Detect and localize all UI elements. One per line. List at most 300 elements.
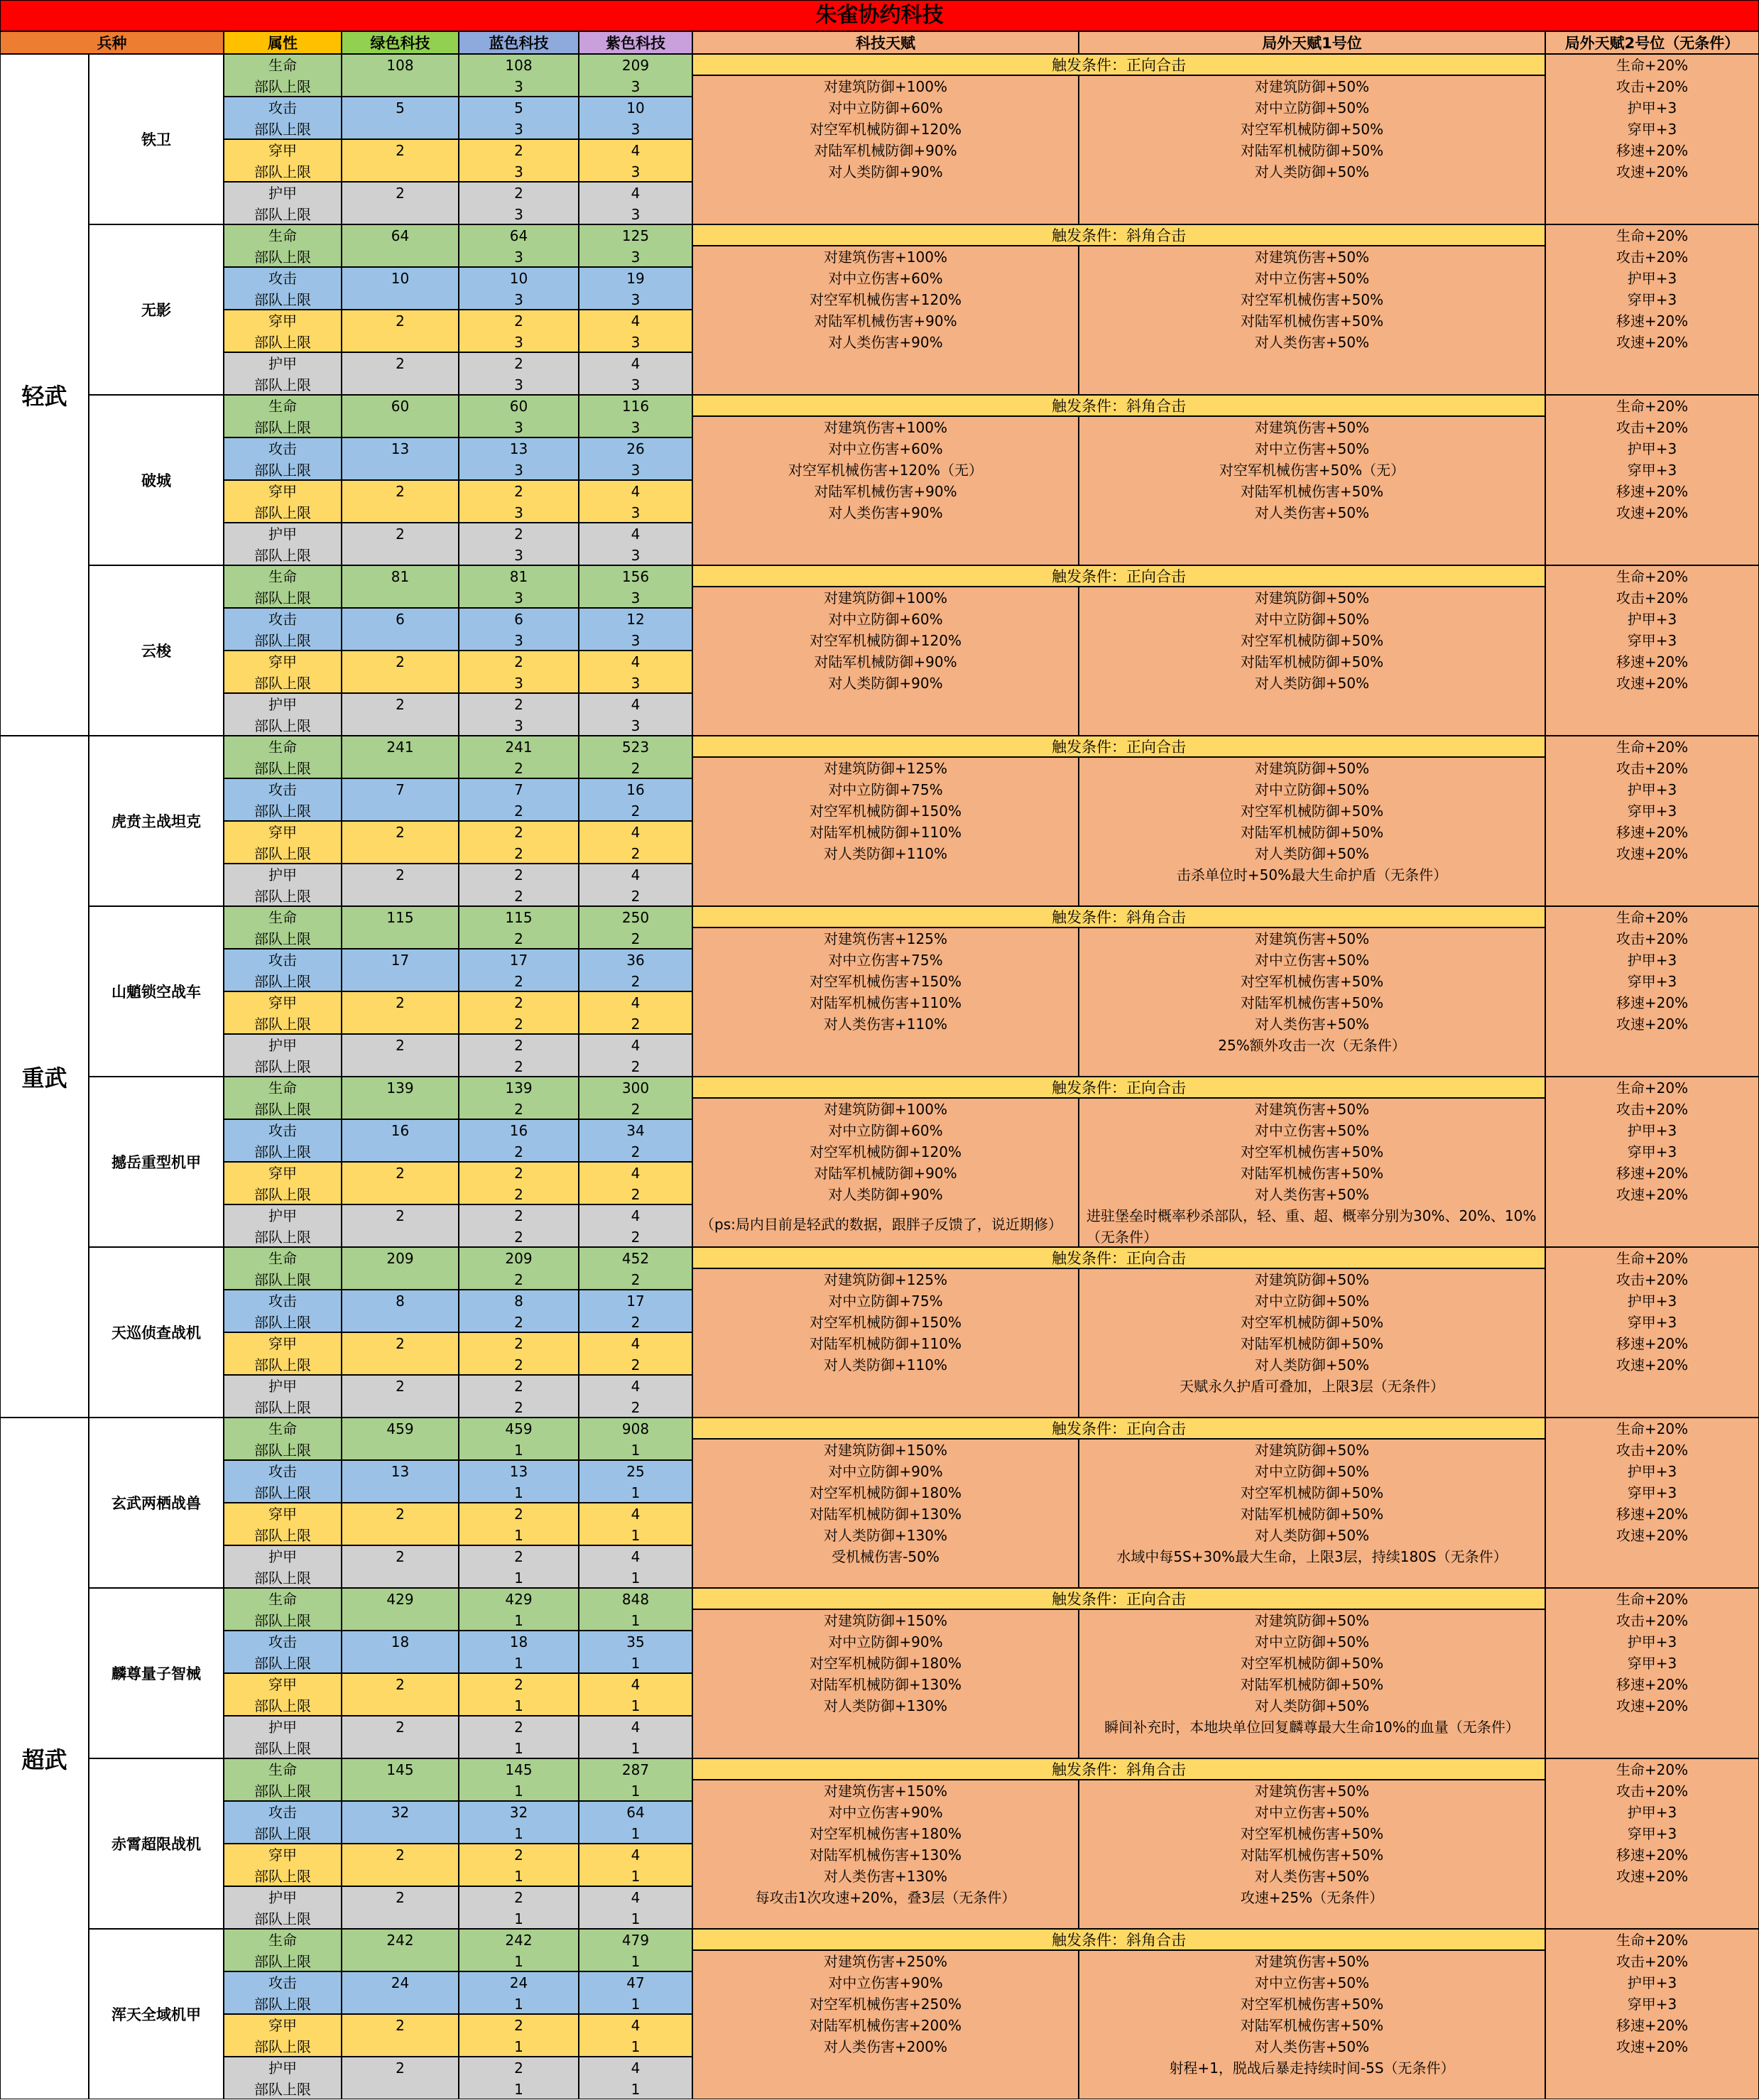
attribute-cell [224,1375,342,1418]
attribute-cell [224,651,342,693]
stat-label: 穿甲 [268,142,297,159]
green-tech-value [342,1119,459,1162]
blue-tech-value [459,1673,579,1716]
outer-talent-2-cell [1545,1929,1759,2099]
tech-talent-cell [692,1950,1079,2099]
tech-talent-cell [692,1609,1079,1758]
blue-tech-value [459,1204,579,1247]
outer2-line: 穿甲+3 [1627,1484,1677,1501]
stat-label: 部队上限 [254,462,311,479]
tech-talent-cell [692,757,1079,906]
green-tech-value: 2 [396,1378,405,1395]
outer2-line: 攻击+20% [1616,419,1689,436]
outer1-line: 对空军机械伤害+50% [1240,1143,1384,1160]
talent-line: 对人类防御+90% [828,675,943,692]
trigger-condition: 触发条件：正向合击 [692,1247,1545,1268]
outer1-line: 对空军机械防御+50% [1240,1655,1384,1672]
attribute-cell [224,1588,342,1631]
stat-label: 攻击 [268,1463,297,1480]
outer-talent-1-cell [1079,587,1545,736]
stat-label: 部队上限 [254,845,311,862]
outer2-line: 移速+20% [1616,1676,1689,1693]
green-tech-value: 2 [396,526,405,543]
purple-tech-value: 4 [631,312,641,330]
outer1-line: 击杀单位时+50%最大生命护盾（无条件） [1176,866,1448,883]
stat-label: 部队上限 [254,1101,311,1118]
talent-line: 每攻击1次攻速+20%，叠3层（无条件） [755,1889,1016,1906]
stat-label: 穿甲 [268,2017,297,2034]
blue-tech-value [459,608,579,651]
purple-tech-value: 1 [631,1442,641,1459]
purple-tech-value: 848 [621,1591,650,1608]
blue-tech-value: 1 [514,1697,523,1714]
blue-tech-value [459,565,579,608]
trigger-condition: 触发条件：正向合击 [692,1588,1545,1609]
outer-talent-2-cell [1545,54,1759,224]
blue-tech-value: 17 [509,952,528,969]
blue-tech-value: 3 [514,589,523,606]
outer1-line: 对人类防御+50% [1254,163,1370,180]
blue-tech-value [459,2014,579,2057]
stat-label: 生命 [268,1420,297,1437]
green-tech-value: 13 [391,440,410,457]
blue-tech-value: 32 [509,1804,528,1821]
outer2-line: 穿甲+3 [1627,462,1677,479]
outer2-line: 攻速+20% [1616,1186,1689,1203]
blue-tech-value: 2 [514,2060,523,2077]
purple-tech-value [579,2057,692,2099]
purple-tech-value: 2 [631,1143,641,1160]
unit-name: 铁卫 [89,54,224,224]
stat-label: 部队上限 [254,291,311,308]
outer1-line: 对中立伤害+50% [1254,1974,1370,1991]
green-tech-value: 209 [386,1250,414,1267]
blue-tech-value [459,1886,579,1929]
outer2-line: 攻击+20% [1616,1101,1689,1118]
talent-line: 对建筑伤害+100% [824,249,947,266]
purple-tech-value [579,1162,692,1204]
outer1-line: 对空军机械防御+50% [1240,121,1384,138]
blue-tech-value [459,1162,579,1204]
purple-tech-value: 2 [631,1016,641,1033]
stat-label: 攻击 [268,99,297,116]
outer1-line: 对建筑防御+50% [1254,1442,1370,1459]
outer2-line: 攻击+20% [1616,589,1689,606]
stat-label: 穿甲 [268,1506,297,1523]
outer2-line: 攻速+20% [1616,1016,1689,1033]
stat-label: 护甲 [268,526,297,543]
purple-tech-value: 17 [626,1293,645,1310]
talent-line: 受机械伤害-50% [832,1548,940,1565]
attribute-cell [224,1673,342,1716]
green-tech-value: 2 [396,1889,405,1906]
blue-tech-value [459,1929,579,1971]
outer2-line: 护甲+3 [1627,1463,1677,1480]
talent-line: 对中立伤害+60% [828,270,943,287]
stat-label: 部队上限 [254,1868,311,1885]
green-tech-value: 2 [396,2060,405,2077]
stat-label: 护甲 [268,1889,297,1906]
talent-line: 对建筑伤害+250% [824,1953,947,1970]
green-tech-value: 5 [396,99,405,116]
purple-tech-value: 1 [631,1868,641,1885]
outer2-line: 生命+20% [1616,227,1689,244]
category-cell: 超武 [0,1418,89,2099]
blue-tech-value: 1 [514,1655,523,1672]
talent-line: 对建筑防御+100% [824,78,947,95]
outer2-line: 攻击+20% [1616,78,1689,95]
attribute-cell [224,1971,342,2014]
purple-tech-value: 1 [631,1783,641,1800]
purple-tech-value [579,437,692,480]
purple-tech-value: 3 [631,206,641,223]
purple-tech-value [579,1034,692,1077]
stat-label: 穿甲 [268,1846,297,1864]
outer2-line: 生命+20% [1616,1079,1689,1097]
stat-label: 部队上限 [254,419,311,436]
stat-label: 部队上限 [254,504,311,521]
stat-label: 部队上限 [254,632,311,649]
purple-tech-value [579,1758,692,1801]
purple-tech-value: 10 [626,99,645,116]
purple-tech-value [579,2014,692,2057]
purple-tech-value [579,1631,692,1673]
blue-tech-value [459,2057,579,2099]
stat-label: 部队上限 [254,589,311,606]
blue-tech-value: 10 [509,270,528,287]
stat-label: 护甲 [268,1378,297,1395]
blue-tech-value [459,267,579,310]
outer-talent-1-cell [1079,1609,1545,1758]
purple-tech-value [579,1588,692,1631]
tech-talent-cell [692,927,1079,1077]
purple-tech-value [579,1418,692,1460]
header-cell: 局外天赋1号位 [1079,31,1545,54]
outer1-line: 对空军机械防御+50% [1240,632,1384,649]
green-tech-value: 2 [396,1165,405,1182]
talent-line: 对陆军机械防御+90% [814,1165,957,1182]
attribute-cell [224,906,342,949]
blue-tech-value [459,1247,579,1290]
blue-tech-value [459,693,579,736]
stat-label: 部队上限 [254,760,311,777]
stat-label: 攻击 [268,1804,297,1821]
purple-tech-value: 2 [631,803,641,820]
blue-tech-value [459,1758,579,1801]
purple-tech-value: 156 [621,568,650,585]
green-tech-value: 7 [396,781,405,798]
outer1-line: 25%额外攻击一次（无条件） [1218,1037,1406,1054]
stat-label: 攻击 [268,611,297,628]
blue-tech-value: 2 [514,653,523,670]
green-tech-value: 2 [396,142,405,159]
attribute-cell [224,1929,342,1971]
stat-label: 部队上限 [254,1399,311,1416]
outer1-line: 对建筑伤害+50% [1254,1101,1370,1118]
talent-line: 对陆军机械伤害+130% [810,1846,962,1864]
outer2-line: 生命+20% [1616,1250,1689,1267]
outer-talent-1-cell [1079,757,1545,906]
green-tech-value: 2 [396,2017,405,2034]
stat-label: 生命 [268,57,297,74]
purple-tech-value: 116 [621,398,650,415]
green-tech-value [342,395,459,437]
outer1-line: 对中立防御+50% [1254,1293,1370,1310]
talent-line: 对中立伤害+90% [828,1804,943,1821]
blue-tech-value: 1 [514,1484,523,1501]
outer2-line: 护甲+3 [1627,1804,1677,1821]
green-tech-value [342,693,459,736]
purple-tech-value [579,608,692,651]
purple-tech-value [579,1503,692,1545]
attribute-cell [224,480,342,523]
outer2-line: 护甲+3 [1627,270,1677,287]
trigger-condition: 触发条件：正向合击 [692,54,1545,75]
blue-tech-value [459,906,579,949]
purple-tech-value [579,906,692,949]
blue-tech-value [459,310,579,352]
purple-tech-value: 2 [631,888,641,905]
outer1-line: 对陆军机械防御+50% [1240,653,1384,670]
attribute-cell [224,1418,342,1460]
category-cell: 轻武 [0,54,89,736]
blue-tech-value [459,1844,579,1886]
purple-tech-value [579,821,692,864]
attribute-cell [224,139,342,182]
outer2-line: 穿甲+3 [1627,1825,1677,1842]
blue-tech-value: 139 [505,1079,533,1097]
purple-tech-value: 1 [631,1740,641,1757]
attribute-cell [224,437,342,480]
talent-line: 对中立防御+90% [828,1463,943,1480]
green-tech-value: 2 [396,866,405,883]
purple-tech-value: 1 [631,1612,641,1629]
green-tech-value [342,1162,459,1204]
talent-line: 对陆军机械防御+110% [810,1335,962,1352]
attribute-cell [224,523,342,565]
blue-tech-value: 2 [514,1143,523,1160]
green-tech-value [342,1034,459,1077]
green-tech-value [342,1418,459,1460]
purple-tech-value: 209 [621,57,650,74]
outer2-line: 穿甲+3 [1627,803,1677,820]
outer2-line: 护甲+3 [1627,1122,1677,1139]
talent-line: 对空军机械防御+120% [810,1143,962,1160]
green-tech-value [342,1673,459,1716]
talent-line: 对陆军机械伤害+200% [810,2017,962,2034]
outer2-line: 攻击+20% [1616,760,1689,777]
stat-label: 护甲 [268,866,297,883]
green-tech-value: 64 [391,227,410,244]
purple-tech-value: 4 [631,1506,641,1523]
green-tech-value: 10 [391,270,410,287]
green-tech-value [342,352,459,395]
outer-talent-1-cell [1079,1268,1545,1418]
purple-tech-value: 523 [621,739,650,756]
blue-tech-value: 2 [514,1058,523,1075]
blue-tech-value: 7 [514,781,523,798]
attribute-cell [224,267,342,310]
purple-tech-value: 3 [631,249,641,266]
stat-label: 护甲 [268,2060,297,2077]
green-tech-value: 6 [396,611,405,628]
attribute-cell [224,1844,342,1886]
tech-talent-cell [692,75,1079,224]
blue-tech-value: 60 [509,398,528,415]
purple-tech-value: 3 [631,675,641,692]
stat-label: 部队上限 [254,1442,311,1459]
stat-label: 部队上限 [254,1484,311,1501]
outer2-line: 穿甲+3 [1627,632,1677,649]
outer2-line: 穿甲+3 [1627,121,1677,138]
green-tech-value: 2 [396,824,405,841]
stat-label: 护甲 [268,1037,297,1054]
blue-tech-value [459,1460,579,1503]
outer1-line: 对建筑伤害+50% [1254,930,1370,947]
blue-tech-value [459,1971,579,2014]
header-cell: 属性 [224,31,342,54]
attribute-cell [224,991,342,1034]
talent-line: 对建筑防御+100% [824,1101,947,1118]
outer2-line: 攻速+20% [1616,1527,1689,1544]
green-tech-value [342,991,459,1034]
outer2-line: 穿甲+3 [1627,973,1677,990]
outer1-line: 对中立伤害+50% [1254,1804,1370,1821]
stat-label: 部队上限 [254,930,311,947]
tech-talent-cell [692,1439,1079,1588]
purple-tech-value: 3 [631,291,641,308]
attribute-cell [224,864,342,906]
outer1-line: 水域中每5S+30%最大生命，上限3层，持续180S（无条件） [1116,1548,1508,1565]
blue-tech-value: 2 [514,1506,523,1523]
trigger-condition: 触发条件：正向合击 [692,736,1545,757]
purple-tech-value: 1 [631,2038,641,2055]
purple-tech-value: 1 [631,2081,641,2098]
blue-tech-value: 3 [514,462,523,479]
unit-name: 云梭 [89,565,224,736]
outer2-line: 生命+20% [1616,57,1689,74]
stat-label: 部队上限 [254,1953,311,1970]
header-cell: 局外天赋2号位（无条件） [1545,31,1759,54]
talent-line: 对建筑伤害+150% [824,1783,947,1800]
blue-tech-value: 3 [514,717,523,734]
purple-tech-value: 4 [631,355,641,372]
outer-talent-1-cell [1079,1098,1545,1247]
purple-tech-value: 908 [621,1420,650,1437]
stat-label: 生命 [268,1761,297,1778]
outer2-line: 移速+20% [1616,142,1689,159]
stat-label: 部队上限 [254,1655,311,1672]
blue-tech-value: 64 [509,227,528,244]
talent-line: 对中立防御+60% [828,1122,943,1139]
talent-line: 对陆军机械伤害+90% [814,312,957,330]
purple-tech-value [579,523,692,565]
outer2-line: 攻击+20% [1616,1442,1689,1459]
purple-tech-value [579,693,692,736]
blue-tech-value: 2 [514,1165,523,1182]
stat-label: 部队上限 [254,1186,311,1203]
stat-label: 部队上限 [254,973,311,990]
attribute-cell [224,1631,342,1673]
blue-tech-value: 1 [514,1825,523,1842]
attribute-cell [224,693,342,736]
blue-tech-value: 2 [514,355,523,372]
outer2-line: 移速+20% [1616,653,1689,670]
purple-tech-value [579,1247,692,1290]
blue-tech-value [459,182,579,224]
outer2-line: 移速+20% [1616,1846,1689,1864]
attribute-cell [224,608,342,651]
talent-line: 对中立伤害+75% [828,952,943,969]
green-tech-value: 81 [391,568,410,585]
blue-tech-value: 1 [514,2038,523,2055]
purple-tech-value [579,1929,692,1971]
talent-line: 对空军机械伤害+150% [810,973,962,990]
green-tech-value [342,651,459,693]
purple-tech-value [579,224,692,267]
blue-tech-value: 6 [514,611,523,628]
green-tech-value [342,1929,459,1971]
purple-tech-value: 3 [631,78,641,95]
attribute-cell [224,1077,342,1119]
purple-tech-value: 1 [631,1996,641,2013]
outer-talent-2-cell [1545,395,1759,565]
blue-tech-value: 16 [509,1122,528,1139]
purple-tech-value [579,651,692,693]
purple-tech-value: 3 [631,163,641,180]
stat-label: 生命 [268,739,297,756]
blue-tech-value: 2 [514,973,523,990]
green-tech-value: 459 [386,1420,414,1437]
blue-tech-value: 1 [514,1868,523,1885]
purple-tech-value: 3 [631,419,641,436]
outer1-line: 对建筑防御+50% [1254,78,1370,95]
stat-label: 穿甲 [268,994,297,1011]
blue-tech-value: 2 [514,1335,523,1352]
stat-label: 部队上限 [254,675,311,692]
purple-tech-value [579,949,692,991]
green-tech-value: 2 [396,653,405,670]
talent-line: 对中立伤害+60% [828,440,943,457]
green-tech-value: 17 [391,952,410,969]
attribute-cell [224,352,342,395]
outer1-line: 对人类防御+50% [1254,1697,1370,1714]
blue-tech-value: 2 [514,312,523,330]
outer1-line: 对陆军机械伤害+50% [1240,2017,1384,2034]
purple-tech-value: 4 [631,696,641,713]
talent-line: 对中立防御+60% [828,611,943,628]
purple-tech-value [579,1844,692,1886]
outer-talent-2-cell [1545,565,1759,736]
purple-tech-value [579,1886,692,1929]
outer1-line: 对陆军机械伤害+50% [1240,483,1384,500]
purple-tech-value: 3 [631,547,641,564]
talent-line: 对陆军机械防御+90% [814,142,957,159]
green-tech-value: 2 [396,1719,405,1736]
attribute-cell [224,736,342,778]
green-tech-value [342,437,459,480]
purple-tech-value: 452 [621,1250,650,1267]
purple-tech-value: 2 [631,1101,641,1118]
trigger-condition: 触发条件：斜角合击 [692,224,1545,246]
purple-tech-value: 2 [631,1314,641,1331]
outer2-line: 护甲+3 [1627,781,1677,798]
talent-line: 对陆军机械防御+110% [810,824,962,841]
blue-tech-value [459,1290,579,1332]
outer1-line: 对人类伤害+50% [1254,1868,1370,1885]
outer2-line: 攻击+20% [1616,1612,1689,1629]
purple-tech-value [579,352,692,395]
